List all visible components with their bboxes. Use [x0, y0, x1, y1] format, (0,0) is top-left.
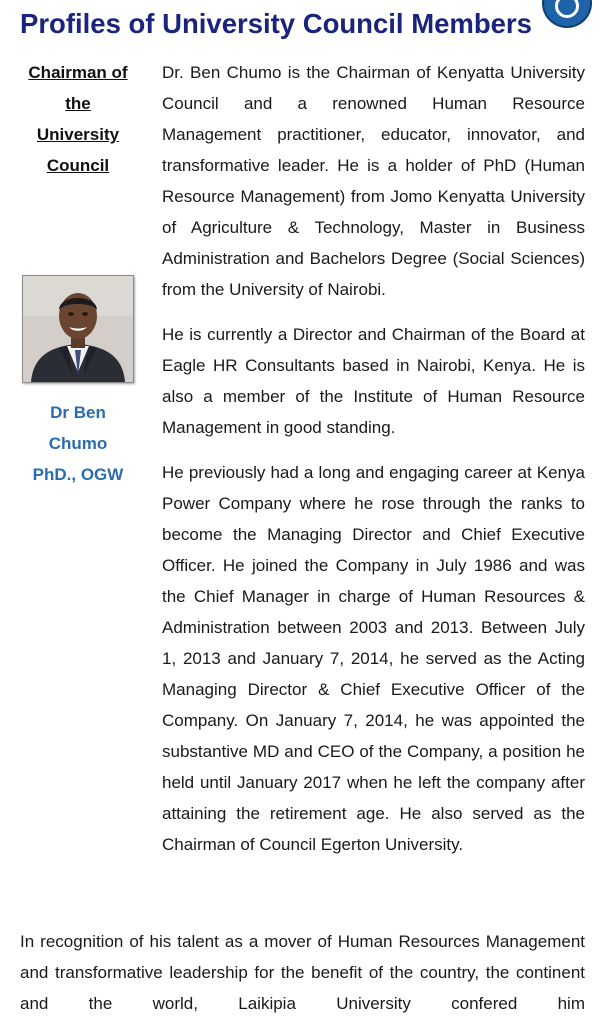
university-logo-icon: [542, 0, 592, 28]
role-heading: [20, 57, 136, 181]
bio-paragraph: He previously had a long and engaging career at Kenya Power Company where he rose through the ranks to become the Managing Director and Chief Executive Officer. He joined the Company in July 1986 and was the Chief Manager in charge of Human Resources & Administration between 2003 and 2013. Between July 1, 2013 and January 7, 2014, he served as the Acting Managing Director & Chief Executive Officer of the Company. On January 7, 2014, he was appointed the substantive MD and CEO of the Company, a position he held until January 2017 when he left the company after attaining the retirement age. He also served as the Chairman of Council Egerton University.: [162, 463, 585, 854]
page-title: Profiles of University Council Members: [20, 8, 532, 39]
full-width-paragraph: In recognition of his talent as a mover of Human Resources Management and transformative leadership for the benefit of the country, the continent and the world, Laikipia University confered him: [20, 932, 585, 1013]
bio-paragraph: Dr. Ben Chumo is the Chairman of Kenyatta University Council and a renowned Human Resource Management practitioner, educator, innovator, and transformative leader. He is a holder of PhD (Human Resource Management) from Jomo Kenyatta University of Agriculture & Technology, Master in Business Administration and Bachelors Degree (Social Sciences) from the University of Nairobi.: [162, 63, 585, 299]
role-line: University: [36, 125, 120, 144]
profile-sidebar: [20, 57, 136, 484]
name-line: Chumo: [48, 434, 108, 453]
role-line: the: [65, 94, 91, 113]
role-line: Council: [46, 156, 110, 175]
name-line: PhD., OGW: [32, 465, 124, 484]
bio-paragraph: He is currently a Director and Chairman of the Board at Eagle HR Consultants based in Nairobi, Kenya. He is also a member of the Institute of Human Resource Management in good standing.: [162, 325, 585, 437]
portrait-photo: [22, 275, 134, 383]
name-line: Dr Ben: [50, 403, 106, 422]
role-line: Chairman of: [28, 63, 128, 82]
portrait-illustration: [23, 276, 133, 382]
biography: [162, 57, 585, 860]
member-name: [20, 397, 136, 490]
